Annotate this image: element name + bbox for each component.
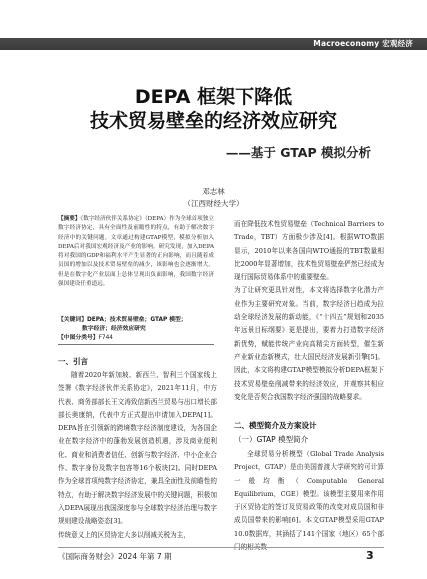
- intro-paragraph: 随着2020年新加坡、新西兰、智利三个国家线上签署《数字经济伙伴关系协定》，2021年11月，中方代表、商务部部长王文涛致信新西兰贸易与出口增长部部长奥康纳，代表中方正式提出申请加入DEPA[1]。DEPA旨在引领新的跨境数字经济制度建设，为各国企业在数字经济中的蓬勃发展创造机遇，涉及商业便利化、商业和消费者信任、创新与数字经济、中小企业合作、数字身份及数字包容等16个板块[2]。同时DEPA作为全球首项纯数字经济协定，兼具全面性及前瞻性的特点，有助于解决数字经济发展中的关键问题，积极加入DEPA展现出我国深度参与全球数字经济治理与数字规则建设战略姿态[3]。 传统意义上的区贸协定大多以削减关税为主，: [58, 371, 217, 539]
- section-label: Macroeconomy 宏观经济: [313, 39, 413, 48]
- model-heading: 二、模型简介及方案设计: [234, 421, 317, 430]
- clc: [58, 334, 218, 343]
- keywords-line2: 数字经济；经济效应研究: [82, 326, 146, 332]
- intro-heading: 一、引言: [58, 357, 88, 366]
- keywords: [58, 316, 218, 334]
- page-number: 3: [366, 549, 374, 562]
- affiliation: （江西财经大学）: [183, 199, 244, 208]
- author: 邓志林: [202, 187, 225, 196]
- title-line-2: 技术贸易壁垒的经济效应研究: [89, 110, 337, 132]
- title-line-1: DEPA 框架下降低: [134, 86, 293, 108]
- footer-divider: [58, 547, 384, 548]
- abstract-divider: [58, 344, 214, 345]
- abstract-label: 【摘要】: [58, 216, 81, 222]
- clc-value: F744: [98, 335, 113, 341]
- right-column-paragraph: 而在降低技术性贸易壁垒（Technical Barriers to Trade，TBT）方面极少涉及[4]。根据WTO数据显示，2010年以来各国向WTO通报的TBT数量相比2000年显著增加，技术性贸易壁垒俨然已经成为现行国际贸易体系中的重要壁垒。 为了让研究更具针对性，本文将选择数字化潜力产业作为主要研究对象。当前，数字经济日趋成为拉动全球经济发展的新动能，《“十四五”规划和2035年远景目标纲要》更是提出，要着力打造数字经济新优势，赋能传统产业向高精尖方面转型，催生新产业新业态新模式，壮大国民经济发展新引擎[5]。因此，本文将构建GTAP模型模拟分析DEPA框架下技术贸易壁垒削减带来的经济效应，并观察其相应变化是否契合我国数字经济强国的战略要求。: [234, 220, 384, 401]
- model-paragraph: 全球贸易分析模型（Global Trade Analysis Project，GTAP）是由美国普渡大学研究的可计算一般均衡（Computable General Equilibrium，CGE）模型。该模型主要用来作用于区贸协定的签订及贸易政策的改变对成员国和非成员国带来的影响[6]。本文GTAP模型采用GTAP 10.0数据库，其涵括了141个国家（地区）65个部门的相关数: [234, 450, 384, 552]
- keywords-label: 【关键词】: [58, 317, 87, 323]
- keywords-line1: DEPA；技术贸易壁垒；GTAP 模型；: [87, 317, 187, 323]
- abstract: [58, 215, 214, 289]
- subtitle: ——基于 GTAP 模拟分析: [225, 145, 371, 160]
- model-subheading: （一）GTAP 模型简介: [234, 435, 309, 444]
- abstract-text: 《数字经济伙伴关系协定》（DEPA）作为全球首项独立数字经济协定，具有全面性及前瞻性的特点，有助于解决数字经济中的关键问题。文章通过构建GTAP模型，模拟分析加入DEPA后对我国宏观经济及产业的影响。研究发现，加入DEPA将对我国的GDP和福利水平产生显著的正向影响，而且随着成员国的增加以及技术贸易壁垒的减少，该影响也会逐渐增大。但是在数字化产业层面上总体呈现出负面影响，我国数字经济强国建设任重道远。: [58, 216, 214, 288]
- journal-name: 《国际商务财会》2024 年第 7 期: [58, 552, 172, 561]
- clc-label: 【中图分类号】: [58, 335, 99, 341]
